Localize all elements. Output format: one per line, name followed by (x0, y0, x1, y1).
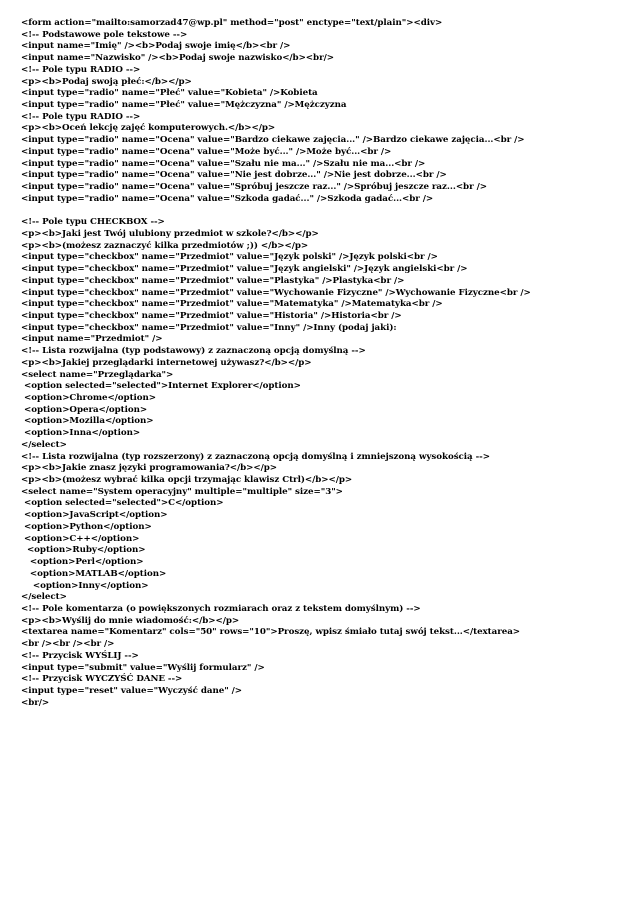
code-line: </select> (21, 439, 67, 450)
code-listing (21, 18, 632, 709)
code-line: <input type="radio" name="Ocena" value="Nie jest dobrze..." />Nie jest dobrze...<br /> (21, 170, 447, 181)
code-line: <option>JavaScript</option> (21, 510, 168, 521)
code-line: <input type="radio" name="Ocena" value="Szału nie ma..." />Szału nie ma...<br /> (21, 158, 426, 169)
code-line: <!-- Pole typu CHECKBOX --> (21, 217, 165, 228)
blank-line (21, 206, 632, 218)
code-line: <input type="radio" name="Płeć" value="Kobieta" />Kobieta (21, 88, 318, 99)
code-line: <input name="Przedmiot" /> (21, 334, 163, 345)
code-line: <p><b>Wyślij do mnie wiadomość:</b></p> (21, 615, 240, 626)
code-line: <textarea name="Komentarz" cols="50" rows="10">Proszę, wpisz śmiało tutaj swój tekst...</textarea> (21, 627, 521, 638)
code-line: <!-- Lista rozwijalna (typ rozszerzony) z zaznaczoną opcją domyślną i zmniejszoną wysokością --> (21, 451, 490, 462)
code-line: <input type="checkbox" name="Przedmiot" value="Matematyka" />Matematyka<br /> (21, 299, 443, 310)
code-line: <option>Perl</option> (21, 557, 144, 568)
code-line: <br /><br /><br /> (21, 639, 115, 650)
code-line: <option>Mozilla</option> (21, 416, 154, 427)
code-line: <p><b>(możesz wybrać kilka opcji trzymając klawisz Ctrl)</b></p> (21, 475, 353, 486)
code-line: <option selected="selected">Internet Explorer</option> (21, 381, 301, 392)
code-line: <p><b>Jakiej przeglądarki internetowej używasz?</b></p> (21, 357, 312, 368)
code-line: <select name="Przeglądarka"> (21, 369, 174, 380)
code-line: <!-- Podstawowe pole tekstowe --> (21, 29, 188, 40)
code-line: <input type="checkbox" name="Przedmiot" value="Język polski" />Język polski<br /> (21, 252, 438, 263)
code-line: <input type="checkbox" name="Przedmiot" value="Język angielski" />Język angielski<br /> (21, 264, 468, 275)
code-line: <option>Inna</option> (21, 428, 141, 439)
code-line: <option>MATLAB</option> (21, 568, 167, 579)
code-line: <input type="checkbox" name="Przedmiot" value="Inny" />Inny (podaj jaki): (21, 322, 397, 333)
code-line: <p><b>(możesz zaznaczyć kilka przedmiotów ;)) </b></p> (21, 240, 309, 251)
code-line: <!-- Przycisk WYŚLIJ --> (21, 650, 139, 661)
code-line: <input type="radio" name="Płeć" value="Mężczyzna" />Mężczyzna (21, 100, 347, 111)
code-line: <input type="checkbox" name="Przedmiot" value="Historia" />Historia<br /> (21, 310, 402, 321)
code-line: <!-- Lista rozwijalna (typ podstawowy) z zaznaczoną opcją domyślną --> (21, 346, 366, 357)
code-line: <option>Ruby</option> (21, 545, 146, 556)
code-line: <input name="Imię" /><b>Podaj swoje imię</b><br /> (21, 41, 291, 52)
code-line: <input type="radio" name="Ocena" value="Szkoda gadać..." />Szkoda gadać...<br /> (21, 193, 434, 204)
code-line: <input type="reset" value="Wyczyść dane" /> (21, 685, 242, 696)
code-line: <br/> (21, 697, 50, 708)
code-line: <input name="Nazwisko" /><b>Podaj swoje nazwisko</b><br/> (21, 53, 334, 64)
code-line: <input type="radio" name="Ocena" value="Spróbuj jeszcze raz..." />Spróbuj jeszcze raz...<br /> (21, 182, 487, 193)
code-line: <option>Inny</option> (21, 580, 149, 591)
code-line: <option>C++</option> (21, 533, 140, 544)
code-line: <!-- Pole komentarza (o powiększonych rozmiarach oraz z tekstem domyślnym) --> (21, 603, 421, 614)
code-line: <input type="checkbox" name="Przedmiot" value="Plastyka" />Plastyka<br /> (21, 275, 405, 286)
code-line: <!-- Przycisk WYCZYŚĆ DANE --> (21, 674, 183, 685)
code-line: <!-- Pole typu RADIO --> (21, 64, 141, 75)
code-line: </select> (21, 592, 67, 603)
code-line: <input type="radio" name="Ocena" value="Może być..." />Może być...<br /> (21, 146, 392, 157)
code-line: <input type="submit" value="Wyślij formularz" /> (21, 662, 265, 673)
code-line: <p><b>Jakie znasz języki programowania?</b></p> (21, 463, 278, 474)
code-line: <p><b>Oceń lekcję zajęć komputerowych.</b></p> (21, 123, 276, 134)
code-line: <option>Opera</option> (21, 404, 148, 415)
code-line: <!-- Pole typu RADIO --> (21, 111, 141, 122)
code-line: <option>Chrome</option> (21, 393, 157, 403)
code-line: <p><b>Jaki jest Twój ulubiony przedmiot w szkole?</b></p> (21, 228, 319, 239)
code-line: <p><b>Podaj swoją płeć:</b></p> (21, 76, 192, 87)
code-line: <input type="checkbox" name="Przedmiot" value="Wychowanie Fizyczne" />Wychowanie Fizyczne<br /> (21, 287, 531, 298)
code-line: <option selected="selected">C</option> (21, 498, 224, 509)
code-line: <form action="mailto:samorzad47@wp.pl" method="post" enctype="text/plain"><div> (21, 18, 443, 28)
code-line: <select name="System operacyjny" multiple="multiple" size="3"> (21, 486, 343, 497)
code-line: <input type="radio" name="Ocena" value="Bardzo ciekawe zajęcia..." />Bardzo ciekawe zajęcia...<br /> (21, 135, 525, 146)
code-line: <option>Python</option> (21, 521, 152, 532)
